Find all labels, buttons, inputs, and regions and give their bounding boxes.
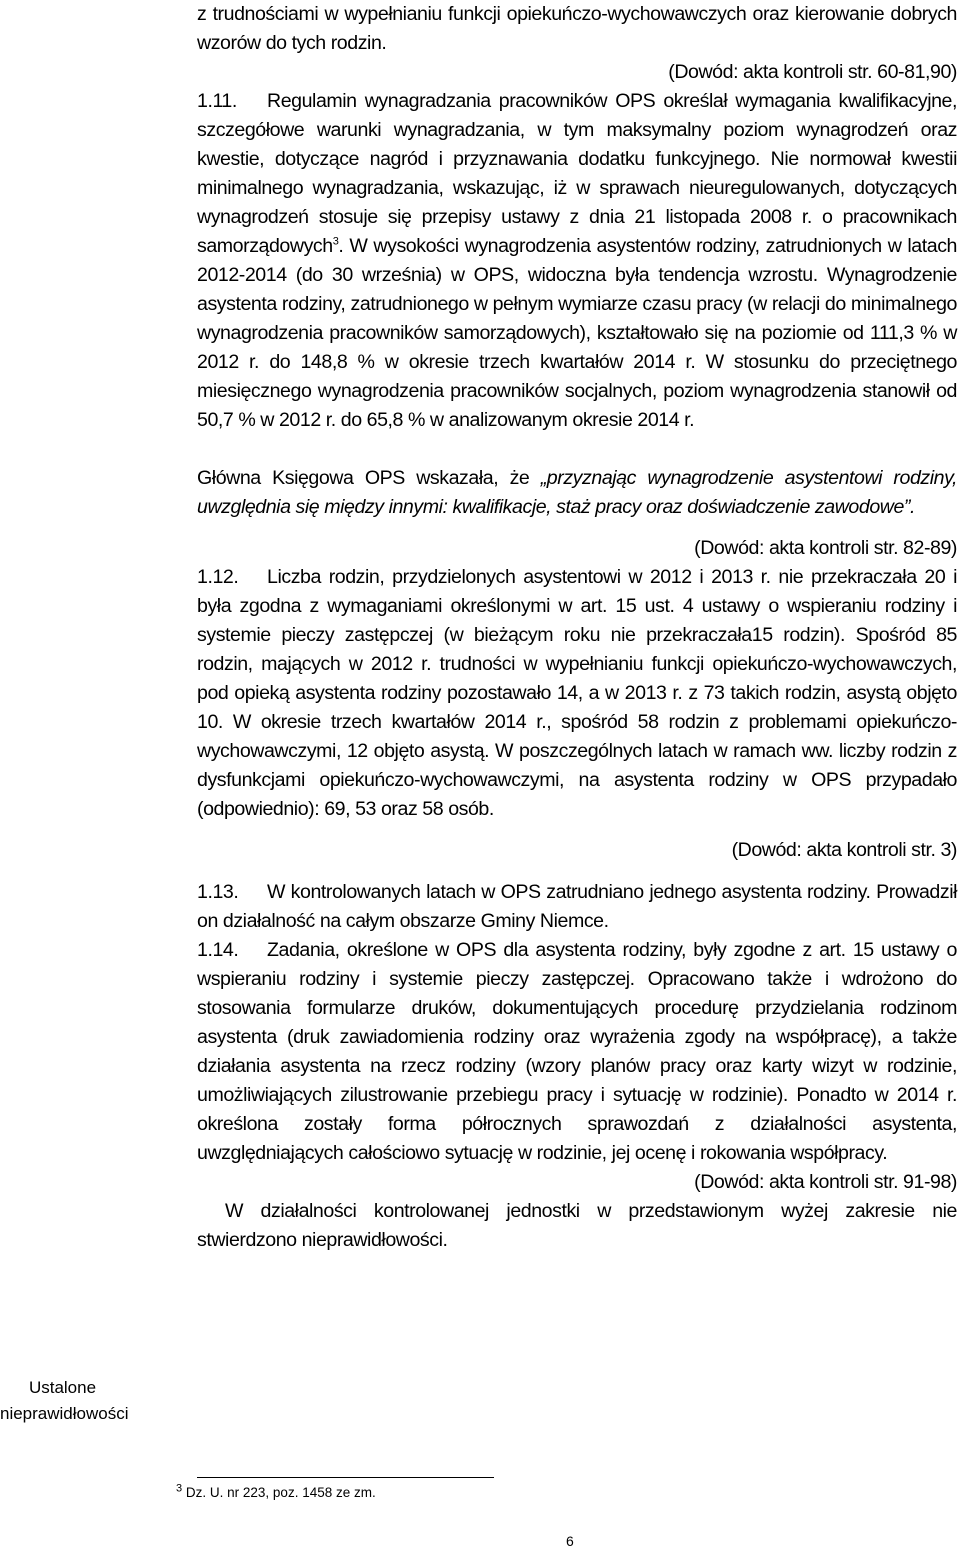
evidence-reference: (Dowód: akta kontroli str. 3) (731, 839, 957, 861)
evidence-reference: (Dowód: akta kontroli str. 82-89) (694, 537, 957, 559)
paragraph-continuation: z trudnościami w wypełnianiu funkcji opiekuńczo-wychowawczych oraz kierowanie dobrych wzorów do tych rodzin. (197, 3, 957, 54)
findings-text: W działalności kontrolowanej jednostki w przedstawionym wyżej zakresie nie stwierdzono nieprawidłowości. (197, 1200, 957, 1251)
section-text: W kontrolowanych latach w OPS zatrudniano jednego asystenta rodziny. Prowadził on działalność na całym obszarze Gminy Niemce. (197, 881, 957, 932)
section-number: 1.14. (197, 939, 239, 961)
evidence-reference: (Dowód: akta kontroli str. 91-98) (694, 1171, 957, 1193)
evidence-reference: (Dowód: akta kontroli str. 60-81,90) (668, 61, 957, 83)
findings-label-line: Ustalone (28, 1378, 97, 1397)
page-number: 6 (566, 1533, 574, 1549)
quote-text: „przyznając wynagrodzenie asystentowi rodziny, uwzględnia się między innymi: kwalifikacje, staż pracy oraz doświadczenie zawodowe”. (197, 467, 957, 518)
footnote-separator (197, 1477, 494, 1478)
section-1-11 (197, 87, 957, 435)
footnote (176, 1482, 376, 1501)
section-1-12 (197, 563, 957, 824)
section-number: 1.12. (197, 566, 239, 588)
section-1-13 (197, 878, 957, 936)
section-text: Zadania, określone w OPS dla asystenta rodziny, były zgodne z art. 15 ustawy o wspieraniu rodziny i systemie pieczy zastępczej. Opracowano także i wdrożono do stosowania formularze druków, dokumentujących procedurę przydzielania rodzinom asystenta (druk zawiadomienia rodziny oraz wyrażenia zgody na współpracę), a także działania asystenta na rzecz rodziny (wzory planów pracy oraz karty wizyt w rodzinie, umożliwiających zilustrowanie przebiegu pracy i sytuację w rodzinie). Ponadto w 2014 r. określona zostały forma półrocznych sprawozdań z działalności asystenta, uwzględniających całościowo sytuację w rodzinie, jej ocenę i rokowania współpracy. (197, 939, 957, 1164)
section-1-14 (197, 936, 957, 1168)
section-number: 1.13. (197, 881, 239, 903)
footnote-mark: 3 (176, 1482, 183, 1495)
footnote-text: Dz. U. nr 223, poz. 1458 ze zm. (185, 1485, 376, 1500)
footnote-reference: 3 (332, 235, 339, 248)
section-number: 1.11. (197, 90, 237, 112)
main-text (197, 0, 957, 1255)
section-text: Liczba rodzin, przydzielonych asystentowi w 2012 i 2013 r. nie przekraczała 20 i była zgodna z wymaganiami określonymi w art. 15 ust. 4 ustawy o wspieraniu rodziny i systemie pieczy zastępczej (w bieżącym roku nie przekraczała15 rodzin). Spośród 85 rodzin, mających w 2012 r. trudności w wypełnianiu funkcji opiekuńczo-wychowawczych, pod opieką asystenta rodziny pozostawało 14, a w 2013 r. z 73 takich rodzin, asystą objęto 10. W okresie trzech kwartałów 2014 r., spośród 58 rodzin z problemami opiekuńczo-wychowawczymi, 12 objęto asystą. W poszczególnych latach w ramach ww. liczby rodzin z dysfunkcjami opiekuńczo-wychowawczymi, na asystenta rodziny w OPS przypadało (odpowiednio): 69, 53 oraz 58 osób. (197, 566, 957, 820)
section-text: Regulamin wynagradzania pracowników OPS określał wymagania kwalifikacyjne, szczegółowe warunki wynagradzania, w tym maksymalny poziom wynagrodzeń oraz kwestie, dotyczące nagród i przyznawania dodatku funkcyjnego. Nie normował kwestii minimalnego wynagradzania, wskazując, iż w sprawach nieuregulowanych, dotyczących wynagrodzeń stosuje się przepisy ustawy z dnia 21 listopada 2008 r. o pracownikach samorządowych (197, 90, 957, 257)
quote-intro: Główna Księgowa OPS wskazała, że (197, 467, 541, 489)
findings-label-line: nieprawidłowości (0, 1404, 129, 1423)
findings-label (0, 1375, 129, 1427)
quote-paragraph (197, 464, 957, 522)
section-text-continued: . W wysokości wynagrodzenia asystentów rodziny, zatrudnionych w latach 2012-2014 (do 30 września) w OPS, widoczna była tendencja wzrostu. Wynagrodzenie asystenta rodziny, zatrudnionego w pełnym wymiarze czasu pracy (w relacji do minimalnego wynagrodzenia pracowników samorządowych), kształtowało się na poziomie od 111,3 % w 2012 r. do 148,8 % w okresie trzech kwartałów 2014 r. W stosunku do przeciętnego miesięcznego wynagrodzenia pracowników socjalnych, poziom wynagrodzenia stanowił od 50,7 % w 2012 r. do 65,8 % w analizowanym okresie 2014 r. (197, 235, 957, 431)
